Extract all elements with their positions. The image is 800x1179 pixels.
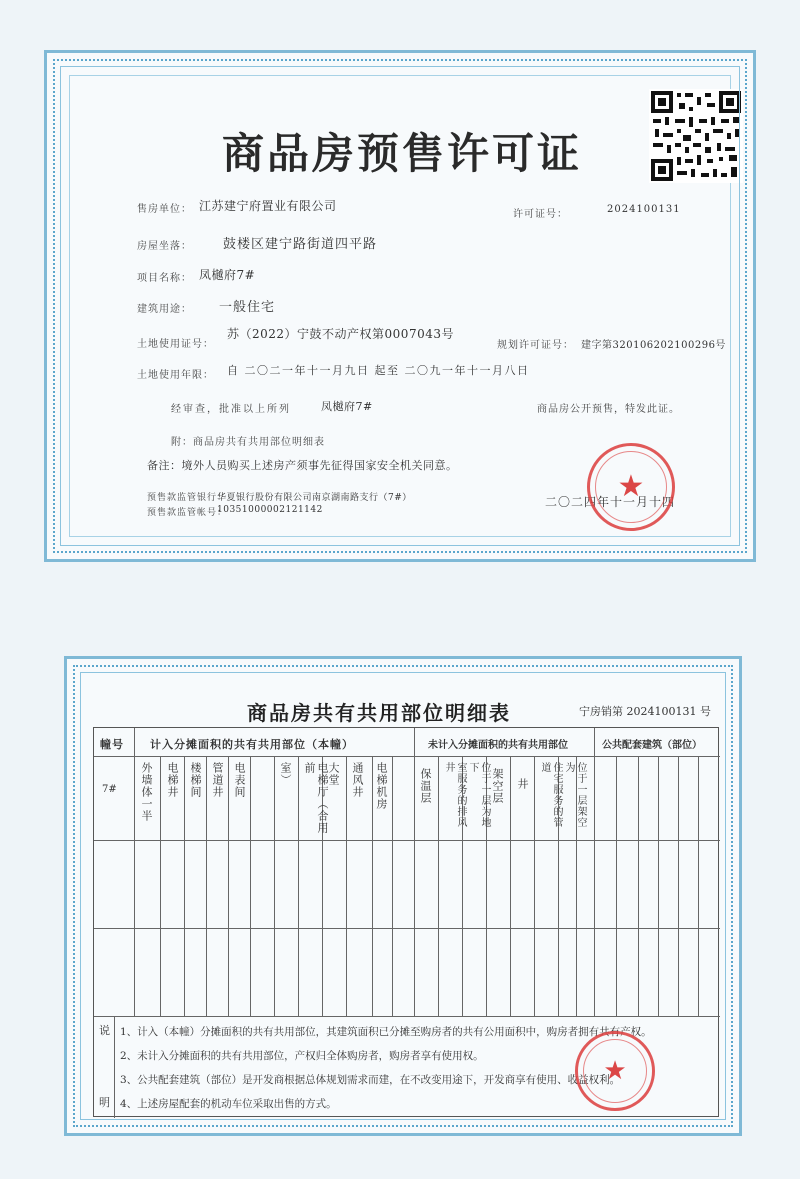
- col-divider: [160, 756, 161, 1016]
- col-divider: [658, 756, 659, 1016]
- bank-label: 预售款监管银行：: [147, 493, 228, 503]
- review-text: 经审查，批准以上所列: [171, 404, 291, 415]
- note-line: 3、公共配套建筑（部位）是开发商根据总体规划需求而建，在不改变用途下，开发商享有使用、收益权利。: [120, 1074, 621, 1086]
- col-divider: [322, 756, 323, 1016]
- certificate-title: 商品房预售许可证: [221, 129, 582, 178]
- col-divider: [594, 728, 595, 1016]
- not-counted-item: 井: [516, 778, 529, 790]
- official-seal-icon: ★: [587, 443, 675, 531]
- planning-value: 建字第320106202100296号: [581, 340, 726, 351]
- notes-side-label: 说: [99, 1024, 110, 1037]
- col-divider: [616, 756, 617, 1016]
- not-counted-item: 室服务的排风井: [443, 762, 466, 828]
- permit-no-label: 许可证号：: [513, 209, 568, 220]
- counted-item: 电梯机房: [375, 762, 388, 810]
- bank-value: 华夏银行股份有限公司南京湖南路支行（7#）: [217, 493, 412, 503]
- not-counted-item: 保温层: [419, 768, 432, 804]
- building-number: 7#: [102, 784, 117, 795]
- not-counted-item: 架空层: [491, 768, 504, 804]
- col-divider: [298, 756, 299, 1016]
- col-divider: [392, 756, 393, 1016]
- seller-label: 售房单位：: [137, 204, 192, 215]
- detail-number: 宁房销第 2024100131 号: [579, 705, 711, 718]
- counted-item: 电梯井: [166, 762, 179, 798]
- review-tail: 商品房公开预售，特发此证。: [537, 404, 680, 415]
- counted-item: 外墙体一半: [140, 762, 153, 822]
- row-divider: [94, 756, 720, 757]
- col-divider: [274, 756, 275, 1016]
- shared-parts-table: [93, 727, 719, 1117]
- col-divider: [534, 756, 535, 1016]
- inner-frame: [69, 75, 731, 537]
- col-divider: [114, 1016, 115, 1118]
- col-divider: [228, 756, 229, 1016]
- not-counted-item: 住宅服务的管道: [539, 762, 562, 828]
- qr-code-icon: [649, 89, 743, 183]
- col-divider: [134, 728, 135, 1016]
- counted-item: 管道井: [211, 762, 224, 798]
- project-value: 凤樾府7#: [199, 268, 256, 282]
- col-divider: [372, 756, 373, 1016]
- col-divider: [698, 756, 699, 1016]
- header-counted: 计入分摊面积的共有共用部位（本幢）: [150, 738, 354, 751]
- land-term-value: 自 二〇二一年十一月九日 起至 二〇九一年十一月八日: [227, 364, 530, 377]
- col-divider: [438, 756, 439, 1016]
- col-divider: [250, 756, 251, 1016]
- usage-value: 一般住宅: [219, 300, 276, 315]
- shared-parts-sheet: [64, 656, 742, 1136]
- counted-item: 楼梯间: [189, 762, 202, 798]
- address-label: 房屋坐落：: [137, 241, 192, 252]
- header-public: 公共配套建筑（部位）: [602, 740, 702, 751]
- counted-item: 大堂: [327, 762, 340, 786]
- not-counted-item: 位于一层架空为: [563, 762, 586, 828]
- header-not-counted: 未计入分摊面积的共有共用部位: [428, 740, 568, 751]
- planning-label: 规划许可证号：: [497, 340, 574, 351]
- review-project: 凤樾府7#: [321, 400, 373, 413]
- row-divider: [94, 1016, 720, 1017]
- row-divider: [94, 840, 720, 841]
- land-cert-label: 土地使用证号：: [137, 339, 214, 350]
- not-counted-item: 位于一层为地下: [467, 762, 490, 828]
- col-divider: [576, 756, 577, 1016]
- note-line: 2、未计入分摊面积的共有共用部位，产权归全体购房者，购房者享有使用权。: [120, 1050, 484, 1062]
- col-divider: [638, 756, 639, 1016]
- land-cert-value: 苏（2022）宁鼓不动产权第0007043号: [227, 327, 454, 341]
- col-divider: [206, 756, 207, 1016]
- counted-item: 电梯厅（合用前: [303, 762, 329, 834]
- remark-note: 备注：境外人员购买上述房产须事先征得国家安全机关同意。: [147, 459, 458, 472]
- account-value: 10351000002121142: [217, 505, 323, 515]
- note-line: 4、上述房屋配套的机动车位采取出售的方式。: [120, 1098, 337, 1110]
- usage-label: 建筑用途：: [137, 304, 192, 315]
- land-term-label: 土地使用年限：: [137, 370, 214, 381]
- header-building: 幢号: [100, 738, 124, 751]
- note-line: 1、计入（本幢）分摊面积的共有共用部位，其建筑面积已分摊至购房者的共有公用面积中，购房者拥有共有产权。: [120, 1026, 652, 1038]
- col-divider: [678, 756, 679, 1016]
- seller-value: 江苏建宁府置业有限公司: [199, 199, 337, 213]
- col-divider: [184, 756, 185, 1016]
- col-divider: [346, 756, 347, 1016]
- counted-item: 通风井: [351, 762, 364, 798]
- col-divider: [510, 756, 511, 1016]
- counted-item: 室）: [279, 762, 292, 786]
- col-divider: [486, 756, 487, 1016]
- account-label: 预售款监管帐号：: [147, 508, 228, 518]
- address-value: 鼓楼区建宁路街道四平路: [223, 237, 378, 252]
- issue-date: 二〇二四年十一月十四: [545, 495, 676, 509]
- attachment-note: 附：商品房共有共用部位明细表: [171, 437, 325, 448]
- counted-item: 电表间: [233, 762, 246, 798]
- col-divider: [462, 756, 463, 1016]
- official-seal-icon: ★: [575, 1031, 655, 1111]
- project-label: 项目名称：: [137, 273, 192, 284]
- notes-side-label: 明: [99, 1096, 110, 1109]
- row-divider: [94, 928, 720, 929]
- col-divider: [558, 756, 559, 1016]
- detail-title: 商品房共有共用部位明细表: [247, 701, 511, 725]
- col-divider: [414, 728, 415, 1016]
- permit-no-value: 2024100131: [607, 204, 681, 215]
- presale-certificate: [44, 50, 756, 562]
